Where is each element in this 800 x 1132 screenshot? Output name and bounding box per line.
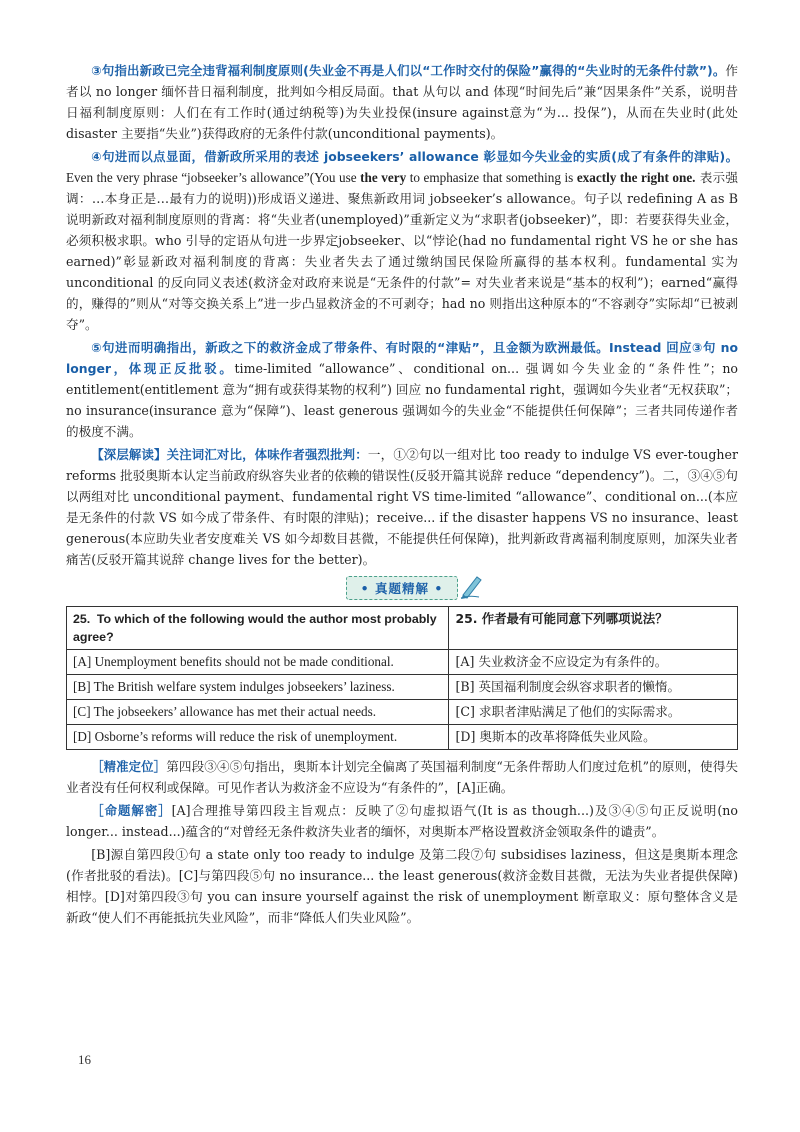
paragraph-deep-reading	[66, 444, 738, 570]
sentence-4-definition: to emphasize that something is	[406, 170, 577, 185]
option-row-b	[67, 675, 738, 700]
paragraph-sentence-4	[66, 146, 738, 335]
paragraph-locate	[66, 756, 738, 798]
option-b-en: [B] The British welfare system indulges jobseekers’ laziness.	[67, 675, 449, 700]
option-row-c	[67, 700, 738, 725]
question-cn	[449, 607, 738, 650]
section-banner	[66, 576, 738, 600]
sentence-4-exactly: exactly the right one.	[576, 170, 696, 185]
paragraph-sentence-5	[66, 337, 738, 442]
option-d-cn: [D] 奥斯本的改革将降低失业风险。	[449, 725, 738, 750]
sentence-5-body: time-limited “allowance”、conditional on... 强调如今失业金的“条件性”；no entitlement(entitlement 意为“拥有或获得某物的权利”) 回应 no fundamental right，强调如今失业者“无权获取”；no insurance(insurance 意为“保障”)、least generous 强调如今的失业金“不能提供任何保障”；三者共同传递作者的极度不满。	[66, 361, 739, 439]
option-a-cn: [A] 失业救济金不应设定为有条件的。	[449, 650, 738, 675]
question-row	[67, 607, 738, 650]
paragraph-sentence-3	[66, 60, 738, 144]
sentence-4-the-very: the very	[360, 170, 407, 185]
paragraph-decode	[66, 800, 738, 842]
page-number: 16	[78, 1052, 91, 1067]
question-number: 25.	[73, 612, 91, 626]
sentence-3-heading: ③句指出新政已完全违背福利制度原则(失业金不再是人们以“工作时交付的保险”赢得的“失业时的无条件付款”)。	[91, 63, 726, 78]
sentence-4-body: 表示强调：…本身正是…最有力的说明))形成语义递进、聚焦新政用词 jobseeker’s allowance。句子以 redefining A as B 说明新政对福利制度原则的背离：将“失业者(unemployed)”重新定义为“求职者(jobseeker)”，即：若要获得失业金，必须积极求职。who 引导的定语从句进一步界定jobseeker、以“悖论(had no fundamental right VS he or she has earned)”彰显新政对福利制度的背离：失业者失去了通过缴纳国民保险所赢得的基本权利。fundamental 实为 unconditional 的反向同义表述(救济金对政府来说是“无条件的付款”= 对失业者来说是“基本的权利”)；earned“赢得的，赚得的”则从“对等交换关系上”进一步凸显救济金的不可剥夺；had no 则指出这种原本的“不容剥夺”实际却“已被剥夺”。	[66, 170, 738, 332]
sentence-3-body: 作者以 no longer 缅怀昔日福利制度，批判如今相反局面。that 从句以 and 体现“时间先后”兼“因果条件”关系，说明昔日福利制度原则：人们在有工作时(通过纳税等)为失业投保(insure against意为“为... 投保”)，从而在失业时(此处 disaster 主要指“失业”)获得政府的无条件付款(unconditional payments)。	[66, 63, 738, 141]
paragraph-decode-options	[66, 844, 738, 928]
banner-label	[346, 576, 459, 600]
question-en-text: To which of the following would the author most probably agree?	[73, 612, 437, 644]
deep-reading-tag: 【深层解读】	[91, 447, 167, 462]
sentence-5-heading: ⑤句进而明确指出，新政之下的救济金成了带条件、有时限的“津贴”，且金额为欧洲最低。Instead 回应③句 no longer，体现正反批驳。	[66, 340, 738, 376]
sentence-4-quote: Even the very phrase “jobseeker’s allowance”(You use	[66, 170, 361, 185]
option-row-a	[67, 650, 738, 675]
banner-text: • 真题精解 •	[360, 581, 444, 596]
decode-body-options: [B]源自第四段①句 a state only too ready to indulge 及第二段⑦句 subsidises laziness，但这是奥斯本理念(作者批驳的看法)。[C]与第四段⑤句 no insurance... the least generous(救济金数目甚微，无法为失业者提供保障)相悖。[D]对第四段③句 you can insure yourself against the risk of unemployment 断章取义：原句整体含义是新政“使人们不再能抵抗失业风险”，而非“降低人们失业风险”。	[66, 847, 738, 925]
locate-body: 第四段③④⑤句指出，奥斯本计划完全偏离了英国福利制度“无条件帮助人们度过危机”的原则，使得失业者没有任何权利或保障。可见作者认为救济金不应设为“有条件的”，[A]正确。	[66, 759, 739, 795]
deep-reading-heading: 关注词汇对比，体味作者强烈批判：	[166, 447, 368, 462]
decode-tag: ［命题解密］	[91, 803, 172, 818]
sentence-4-heading: ④句进而以点显面，借新政所采用的表述 jobseekers’ allowance 彰显如今失业金的实质(成了有条件的津贴)。	[91, 149, 738, 164]
deep-reading-body: 一，①②句以一组对比 too ready to indulge VS ever-tougher reforms 批驳奥斯本认定当前政府纵容失业者的依赖的错误性(反驳开篇其说辞 reduce “dependency”)。二，③④⑤句以两组对比 unconditional payment、fundamental right VS time-limited “allowance”、conditional on...(本应是无条件的付款 VS 如今成了带条件、有时限的津贴)；receive... if the disaster happens VS no insurance、least generous(本应助失业者安度难关 VS 如今却数目甚微，不能提供任何保障)，批判新政背离福利制度原则，加深失业者痛苦(反驳开篇其说辞 change lives for the better)。	[66, 447, 739, 567]
option-d-en: [D] Osborne’s reforms will reduce the risk of unemployment.	[67, 725, 449, 750]
pen-icon	[459, 571, 485, 599]
locate-tag: ［精准定位］	[91, 759, 167, 774]
option-c-cn: [C] 求职者津贴满足了他们的实际需求。	[449, 700, 738, 725]
question-en	[67, 607, 449, 650]
option-a-en: [A] Unemployment benefits should not be made conditional.	[67, 650, 449, 675]
question-cn-text: 25. 作者最有可能同意下列哪项说法？	[455, 611, 668, 626]
decode-body: [A]合理推导第四段主旨观点：反映了②句虚拟语气(It is as though...)及③④⑤句正反说明(no longer... instead...)蕴含的“对曾经无条件救济失业者的缅怀，对奥斯本严格设置救济金领取条件的谴责”。	[66, 803, 738, 839]
question-table	[66, 606, 738, 750]
option-c-en: [C] The jobseekers’ allowance has met their actual needs.	[67, 700, 449, 725]
option-b-cn: [B] 英国福利制度会纵容求职者的懒惰。	[449, 675, 738, 700]
option-row-d	[67, 725, 738, 750]
